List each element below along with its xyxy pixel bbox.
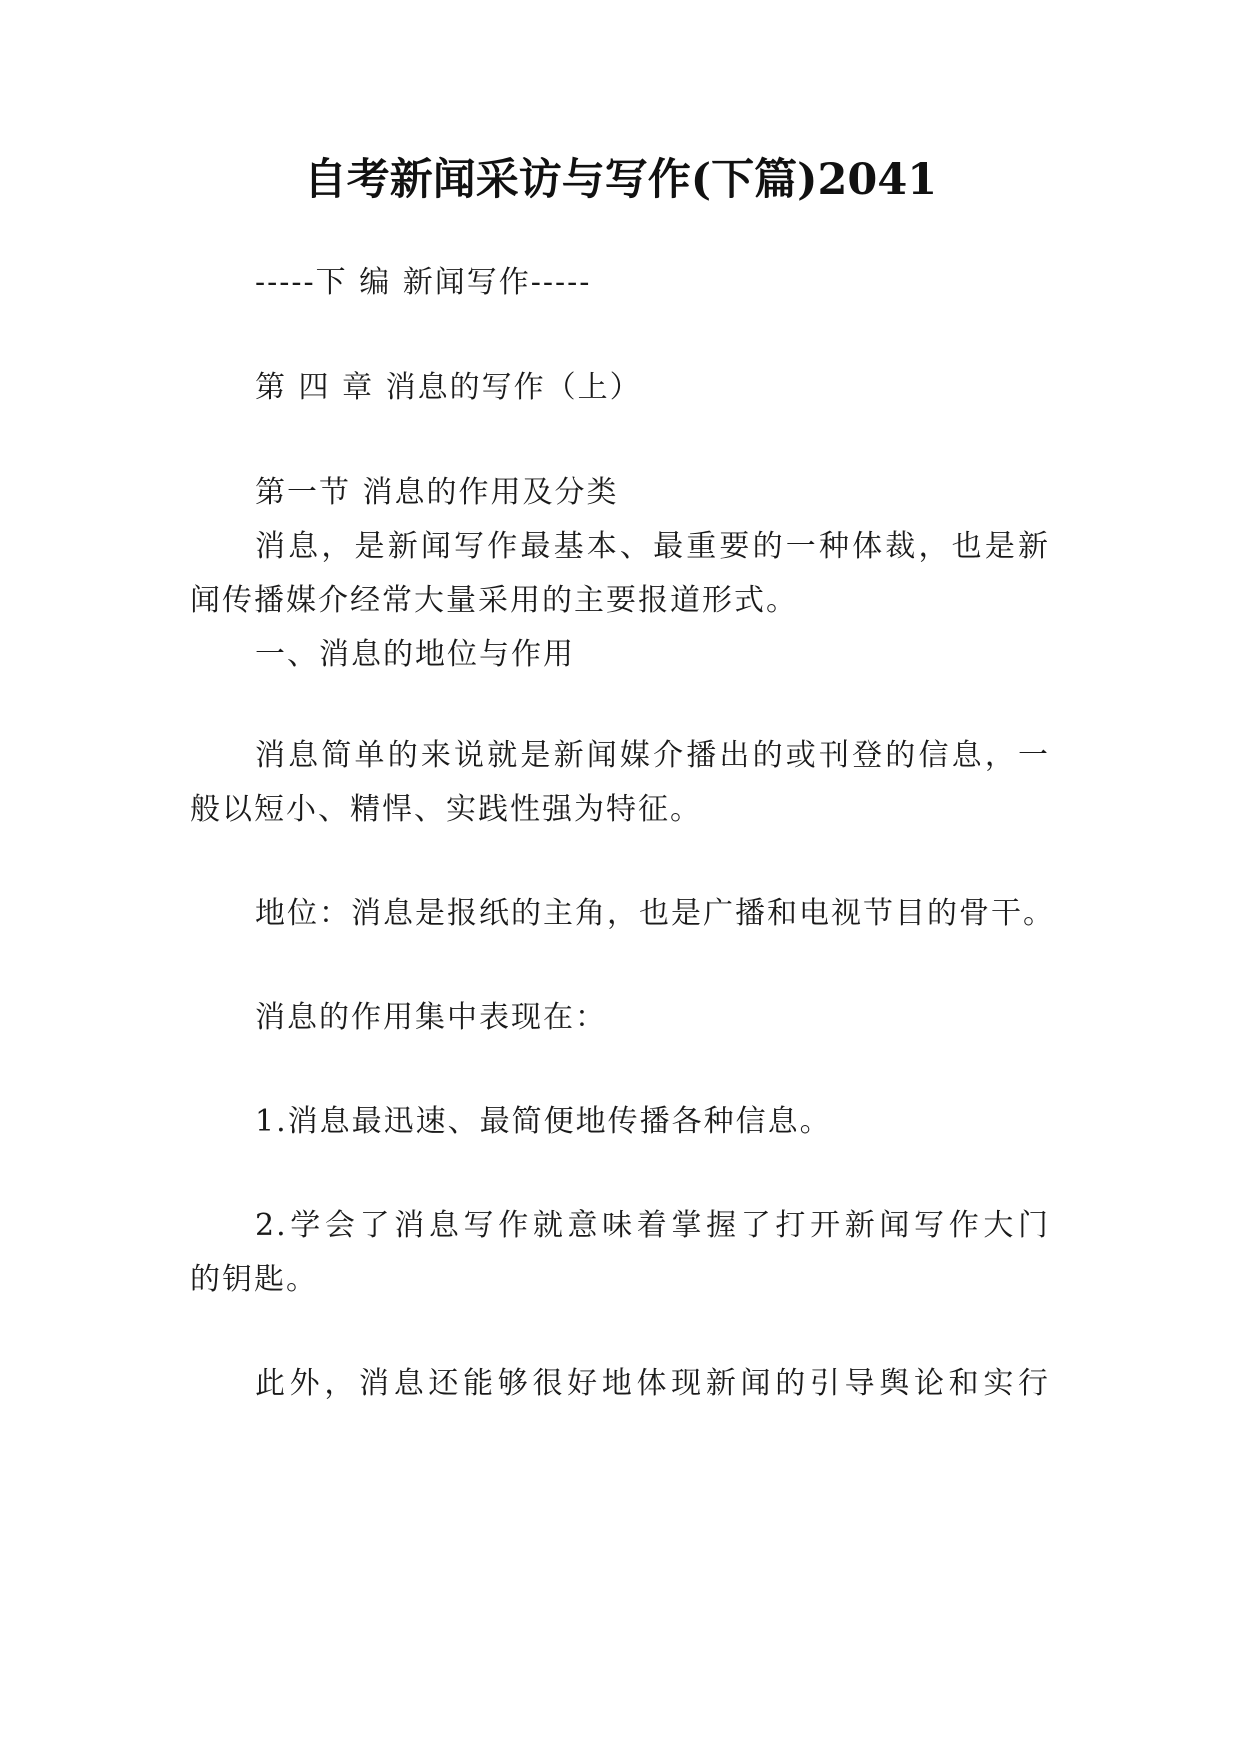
paragraph-line: 消息简单的来说就是新闻媒介播出的或刊登的信息，一 — [255, 738, 1050, 773]
section-heading: -----下 编 新闻写作----- — [255, 265, 592, 300]
chapter-heading: 第 四 章 消息的写作（上） — [255, 370, 642, 405]
paragraph-line: 此外，消息还能够很好地体现新闻的引导舆论和实行 — [255, 1366, 1050, 1401]
paragraph-line: 消息，是新闻写作最基本、最重要的一种体裁，也是新 — [255, 529, 1050, 564]
paragraph-line: 消息的作用集中表现在： — [255, 1000, 607, 1035]
document-title: 自考新闻采访与写作(下篇)2041 — [303, 155, 938, 205]
paragraph-line: 地位：消息是报纸的主角，也是广播和电视节目的骨干。 — [255, 896, 1055, 931]
list-item: 1.消息最迅速、最简便地传播各种信息。 — [255, 1104, 832, 1139]
paragraph-line: 闻传播媒介经常大量采用的主要报道形式。 — [190, 583, 798, 618]
paragraph-line: 般以短小、精悍、实践性强为特征。 — [190, 792, 702, 827]
subsection-heading: 第一节 消息的作用及分类 — [255, 475, 619, 510]
subheading: 一、消息的地位与作用 — [255, 637, 575, 672]
list-item: 2.学会了消息写作就意味着掌握了打开新闻写作大门 — [255, 1208, 1050, 1243]
list-item-continuation: 的钥匙。 — [190, 1262, 318, 1297]
